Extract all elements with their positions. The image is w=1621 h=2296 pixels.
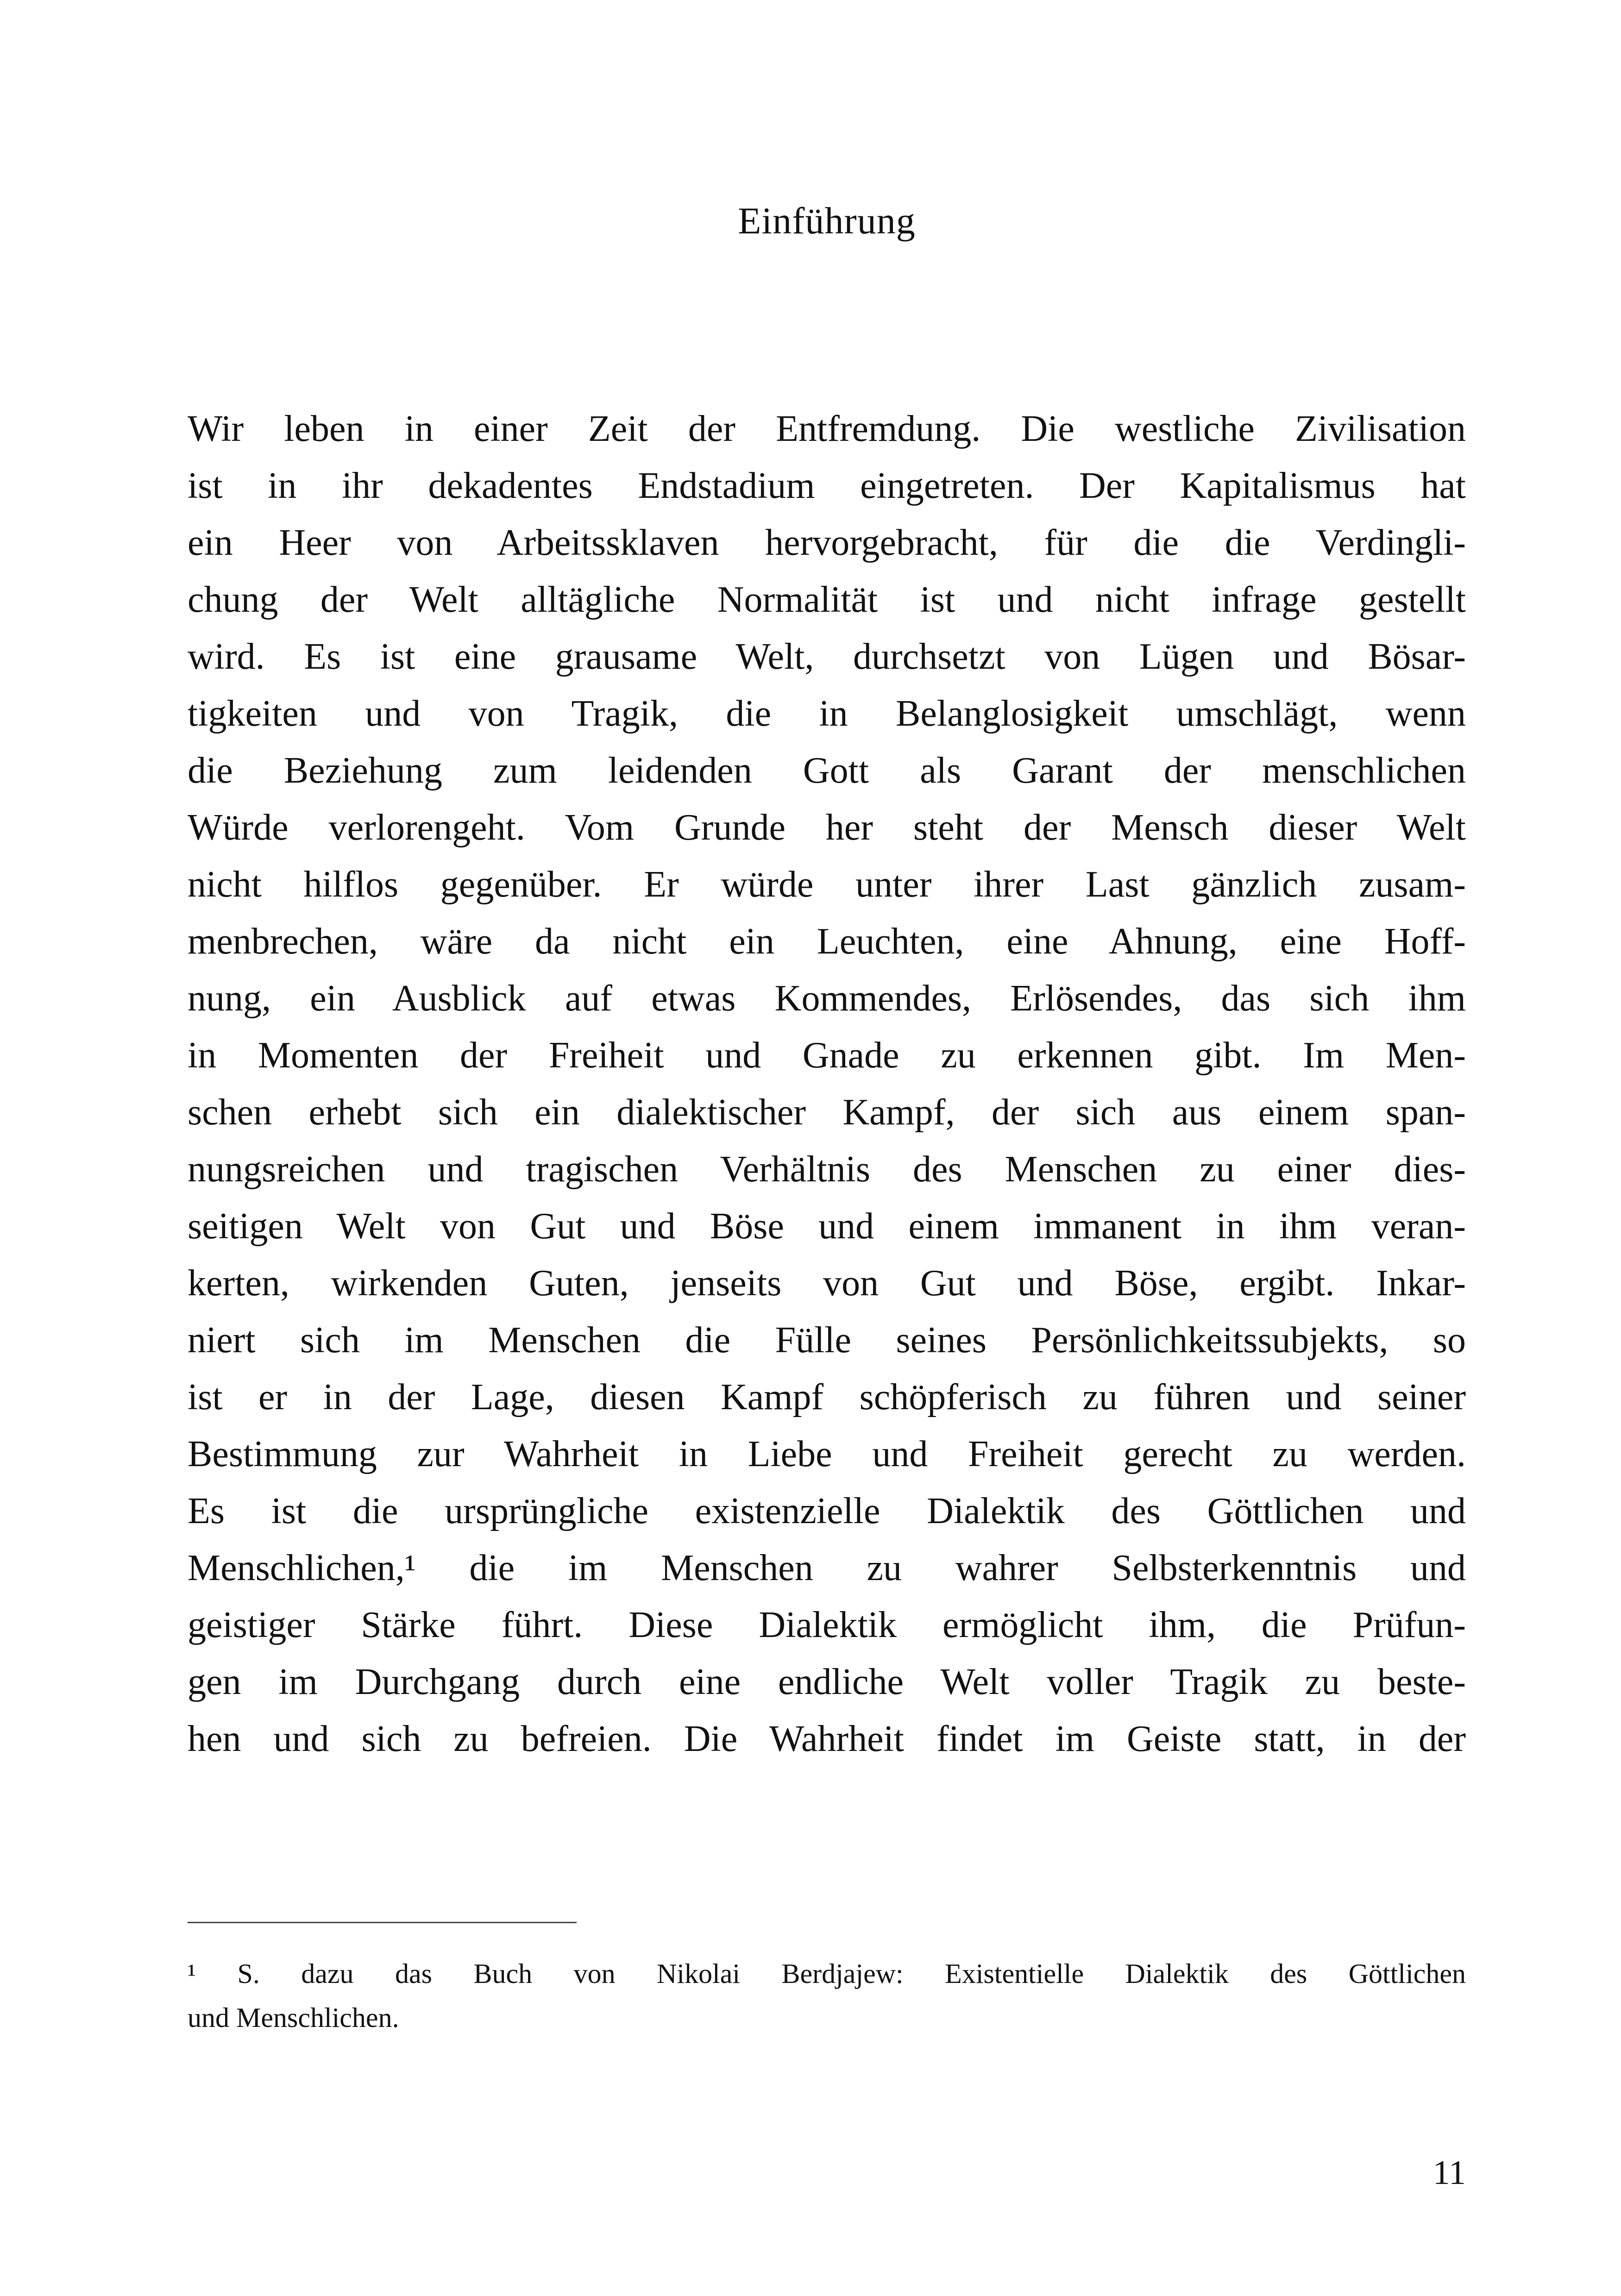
text-line: seitigen Welt von Gut und Böse und einem immanent in ihm veran- [188,1206,1466,1247]
text-line: ein Heer von Arbeitssklaven hervorgebracht, für die die Verdingli- [188,522,1466,563]
text-line: die Beziehung zum leidenden Gott als Garant der menschlichen [188,750,1466,791]
text-line: ¹ S. dazu das Buch von Nikolai Berdjajew: Existentielle Dialektik des Göttlichen [188,1958,1466,1989]
footnote [188,1952,1466,2040]
text-line: Würde verlorengeht. Vom Grunde her steht der Mensch dieser Welt [188,807,1466,848]
text-line: Menschlichen,¹ die im Menschen zu wahrer Selbsterkenntnis und [188,1548,1466,1588]
text-line: nung, ein Ausblick auf etwas Kommendes, Erlösendes, das sich ihm [188,978,1466,1019]
text-line: wird. Es ist eine grausame Welt, durchsetzt von Lügen und Bösar- [188,636,1466,677]
text-line: ist er in der Lage, diesen Kampf schöpferisch zu führen und seiner [188,1377,1466,1418]
text-line: nicht hilflos gegenüber. Er würde unter ihrer Last gänzlich zusam- [188,864,1466,905]
text-line: gen im Durchgang durch eine endliche Welt voller Tragik zu beste- [188,1662,1466,1702]
text-line: in Momenten der Freiheit und Gnade zu erkennen gibt. Im Men- [188,1035,1466,1076]
text-line: und Menschlichen. [188,2002,399,2033]
text-line: ist in ihr dekadentes Endstadium eingetreten. Der Kapitalismus hat [188,465,1466,506]
text-line: Es ist die ursprüngliche existenzielle Dialektik des Göttlichen und [188,1491,1466,1531]
text-line: Wir leben in einer Zeit der Entfremdung. Die westliche Zivilisation [188,408,1466,449]
body-paragraph [188,401,1466,1768]
page-number: 11 [1433,2154,1466,2192]
text-line: kerten, wirkenden Guten, jenseits von Gut und Böse, ergibt. Inkar- [188,1263,1466,1304]
text-line: menbrechen, wäre da nicht ein Leuchten, eine Ahnung, eine Hoff- [188,921,1466,962]
text-line: tigkeiten und von Tragik, die in Belanglosigkeit umschlägt, wenn [188,693,1466,734]
text-line: niert sich im Menschen die Fülle seines Persönlichkeitssubjekts, so [188,1320,1466,1361]
text-line: geistiger Stärke führt. Diese Dialektik ermöglicht ihm, die Prüfun- [188,1605,1466,1645]
text-line: nungsreichen und tragischen Verhältnis des Menschen zu einer dies- [188,1149,1466,1190]
text-line: schen erhebt sich ein dialektischer Kampf, der sich aus einem span- [188,1092,1466,1133]
text-line: chung der Welt alltägliche Normalität ist und nicht infrage gestellt [188,579,1466,620]
footnote-separator [188,1922,577,1923]
text-line: Bestimmung zur Wahrheit in Liebe und Freiheit gerecht zu werden. [188,1434,1466,1474]
text-line: hen und sich zu befreien. Die Wahrheit findet im Geiste statt, in der [188,1719,1466,1759]
chapter-title: Einführung [738,200,916,242]
